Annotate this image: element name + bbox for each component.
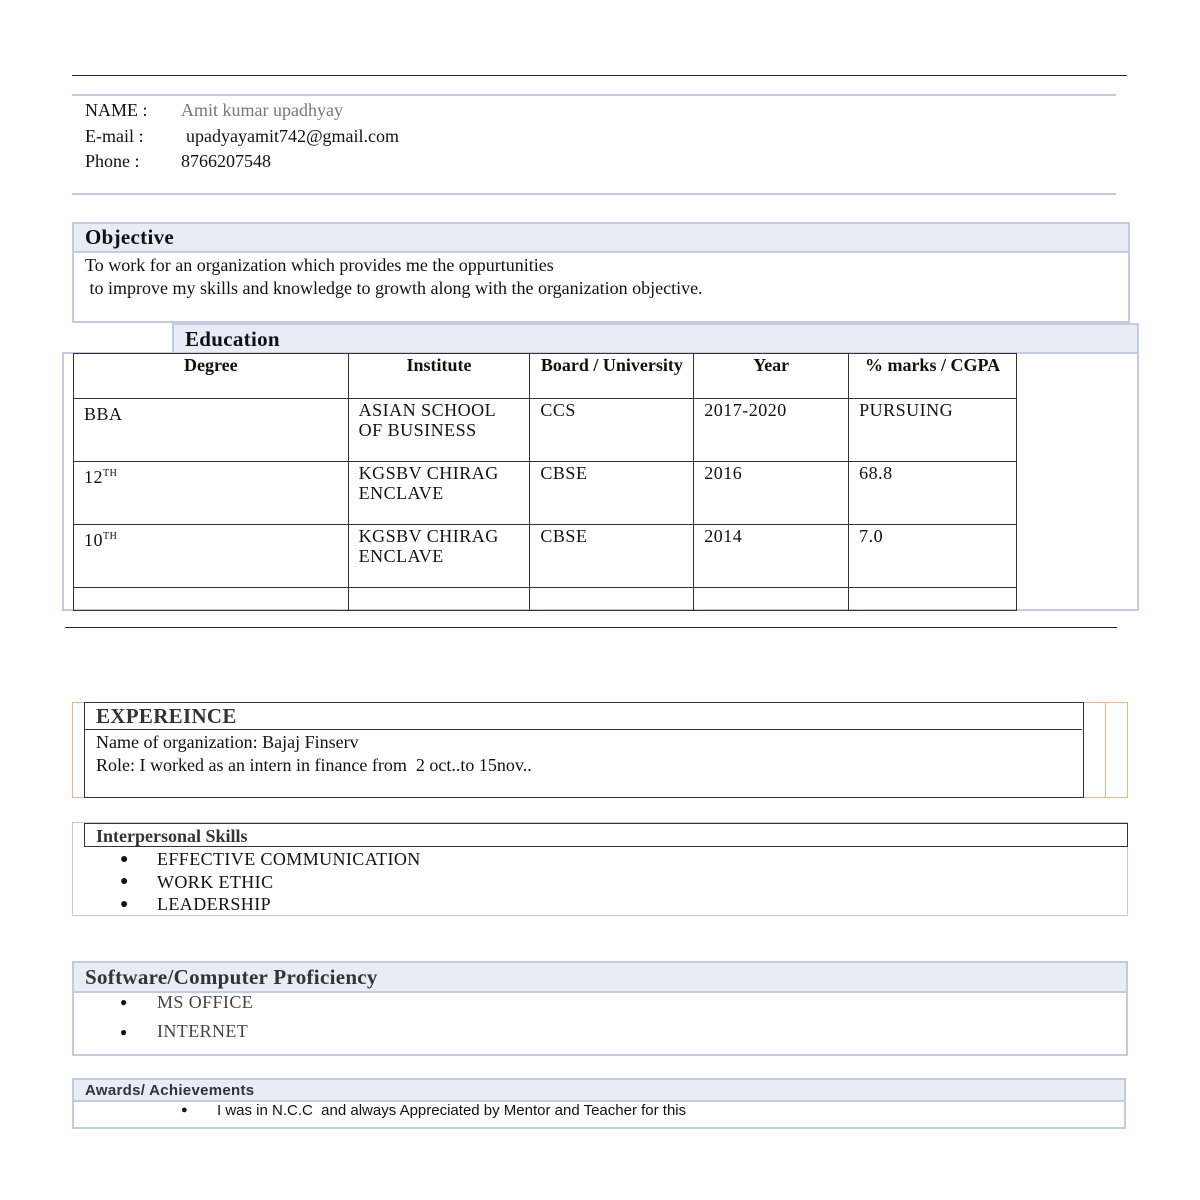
bullet-icon: ● xyxy=(120,852,129,867)
bullet-icon: ● xyxy=(120,995,128,1009)
phone-label: Phone : xyxy=(85,151,140,171)
table-row xyxy=(74,462,1017,525)
bullet-icon: ● xyxy=(120,874,129,889)
objective-header-bar xyxy=(74,224,1128,253)
education-header-row xyxy=(74,354,1017,399)
experience-heading: EXPEREINCE xyxy=(96,704,237,728)
bullet-icon: ● xyxy=(120,897,129,912)
contact-top-rule xyxy=(72,94,1116,96)
experience-accent-line xyxy=(1105,702,1106,798)
education-table xyxy=(73,353,1017,611)
skill-item: EFFECTIVE COMMUNICATION xyxy=(157,849,421,869)
software-heading: Software/Computer Proficiency xyxy=(85,965,378,989)
table-row xyxy=(74,525,1017,588)
bullet-icon: ● xyxy=(181,1104,188,1116)
interpersonal-heading: Interpersonal Skills xyxy=(96,826,248,846)
empty-cell xyxy=(694,588,849,611)
empty-cell xyxy=(74,588,349,611)
column-header-marks: % marks / CGPA xyxy=(849,354,1017,399)
skill-item: WORK ETHIC xyxy=(157,872,274,892)
column-header-degree: Degree xyxy=(74,354,349,399)
year-cell: 2016 xyxy=(694,462,849,525)
experience-line-2: Role: I worked as an intern in finance from 2 oct..to 15nov.. xyxy=(96,755,532,775)
empty-cell xyxy=(530,588,694,611)
email-value[interactable]: upadyayamit742@gmail.com xyxy=(186,126,400,146)
degree-sup: TH xyxy=(103,468,118,479)
column-header-board: Board / University xyxy=(530,354,694,399)
name-label: NAME : xyxy=(85,100,148,120)
table-row xyxy=(74,399,1017,462)
software-item: INTERNET xyxy=(157,1021,249,1041)
board-cell: CBSE xyxy=(530,462,694,525)
top-rule xyxy=(72,75,1127,76)
marks-cell: 7.0 xyxy=(849,525,1017,588)
column-header-institute: Institute xyxy=(348,354,530,399)
objective-heading: Objective xyxy=(85,225,174,249)
year-cell: 2017-2020 xyxy=(694,399,849,462)
board-cell: CBSE xyxy=(530,525,694,588)
degree-cell xyxy=(74,462,349,525)
degree-text: 10 xyxy=(84,530,103,550)
software-item: MS OFFICE xyxy=(157,992,254,1012)
board-cell: CCS xyxy=(530,399,694,462)
contact-bottom-rule xyxy=(72,193,1116,195)
degree-text: 12 xyxy=(84,467,103,487)
email-label: E-mail : xyxy=(85,126,144,146)
objective-line-2: to improve my skills and knowledge to growth along with the organization objective. xyxy=(85,278,703,298)
phone-value: 8766207548 xyxy=(181,151,271,171)
awards-heading: Awards/ Achievements xyxy=(85,1082,255,1099)
education-heading: Education xyxy=(185,327,280,351)
institute-cell: KGSBV CHIRAG ENCLAVE xyxy=(348,462,530,525)
education-header-bar xyxy=(172,323,1139,354)
marks-cell: PURSUING xyxy=(849,399,1017,462)
institute-cell: ASIAN SCHOOL OF BUSINESS xyxy=(348,399,530,462)
degree-cell xyxy=(74,399,349,462)
degree-sup: TH xyxy=(103,531,118,542)
institute-cell: KGSBV CHIRAG ENCLAVE xyxy=(348,525,530,588)
bullet-icon: ● xyxy=(120,1025,128,1039)
experience-line-1: Name of organization: Bajaj Finserv xyxy=(96,732,359,752)
degree-cell xyxy=(74,525,349,588)
year-cell: 2014 xyxy=(694,525,849,588)
table-row-empty xyxy=(74,588,1017,611)
empty-cell xyxy=(348,588,530,611)
marks-cell: 68.8 xyxy=(849,462,1017,525)
column-header-year: Year xyxy=(694,354,849,399)
award-item: I was in N.C.C and always Appreciated by Mentor and Teacher for this xyxy=(217,1102,687,1119)
empty-cell xyxy=(849,588,1017,611)
degree-text: BBA xyxy=(84,404,123,424)
skill-item: LEADERSHIP xyxy=(157,894,272,914)
name-value: Amit kumar upadhyay xyxy=(181,100,343,120)
objective-line-1: To work for an organization which provides me the oppurtunities xyxy=(85,255,554,275)
middle-rule xyxy=(65,627,1117,628)
